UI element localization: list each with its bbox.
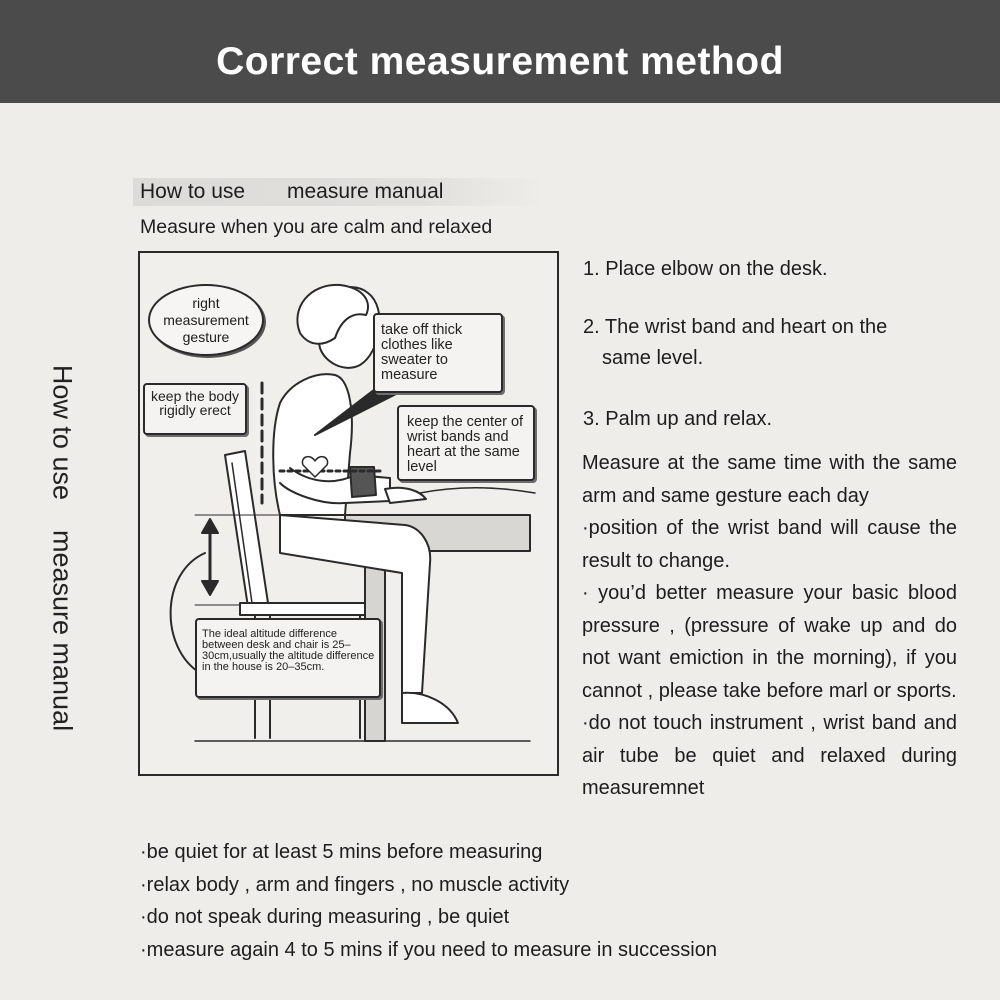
height-arrow-up — [202, 519, 218, 533]
altitude-callout: The ideal altitude difference between desk and chair is 25–30cm,usually the altitude difference in the house is 20–35cm. — [195, 618, 381, 698]
side-label: How to use measure manual — [47, 364, 78, 732]
posture-illustration — [138, 251, 559, 776]
shoe — [402, 693, 458, 723]
section-label-right: measure manual — [287, 180, 444, 203]
hand — [385, 488, 426, 503]
gesture-callout: right measurement gesture — [148, 284, 264, 356]
page-title: Correct measurement method — [216, 40, 784, 83]
note-item: ·position of the wrist band will cause the result to change. — [582, 517, 957, 572]
section-label-left: How to use — [140, 180, 246, 203]
section-subtitle: Measure when you are calm and relaxed — [140, 216, 493, 238]
step-2-line-1: 2. The wrist band and heart on the — [583, 316, 888, 338]
list-item: ·relax body , arm and fingers , no muscle activity — [140, 873, 570, 896]
list-item: ·be quiet for at least 5 mins before measuring — [140, 841, 543, 863]
step-3: 3. Palm up and relax. — [583, 408, 772, 430]
device-cable — [420, 488, 535, 493]
body-callout: keep the body rigidly erect — [143, 383, 247, 435]
step-2-line-2: same level. — [602, 347, 704, 369]
chair-seat — [240, 603, 375, 615]
section-header — [133, 178, 545, 206]
step-2 — [583, 312, 887, 374]
header-bar — [0, 0, 1000, 103]
list-item: ·measure again 4 to 5 mins if you need to measure in succession — [140, 939, 717, 962]
height-arrow-down — [202, 581, 218, 595]
note-item: · you’d better measure your basic blood pressure , (pressure of wake up and do not want emiction in the morning), if you cannot , please take before marl or sports. — [582, 582, 957, 702]
note-item: ·do not touch instrument , wrist band and air tube be quiet and relaxed during measuremnet — [582, 712, 957, 799]
note-item: Measure at the same time with the same arm and same gesture each day — [582, 452, 957, 507]
bottom-list — [140, 836, 717, 967]
step-1: 1. Place elbow on the desk. — [583, 258, 828, 280]
wrist-callout: keep the center of wrist bands and heart at the same level — [397, 405, 535, 481]
list-item: ·do not speak during measuring , be quiet — [140, 906, 510, 929]
clothes-callout: take off thick clothes like sweater to measure — [373, 313, 503, 393]
notes-list — [582, 447, 957, 805]
